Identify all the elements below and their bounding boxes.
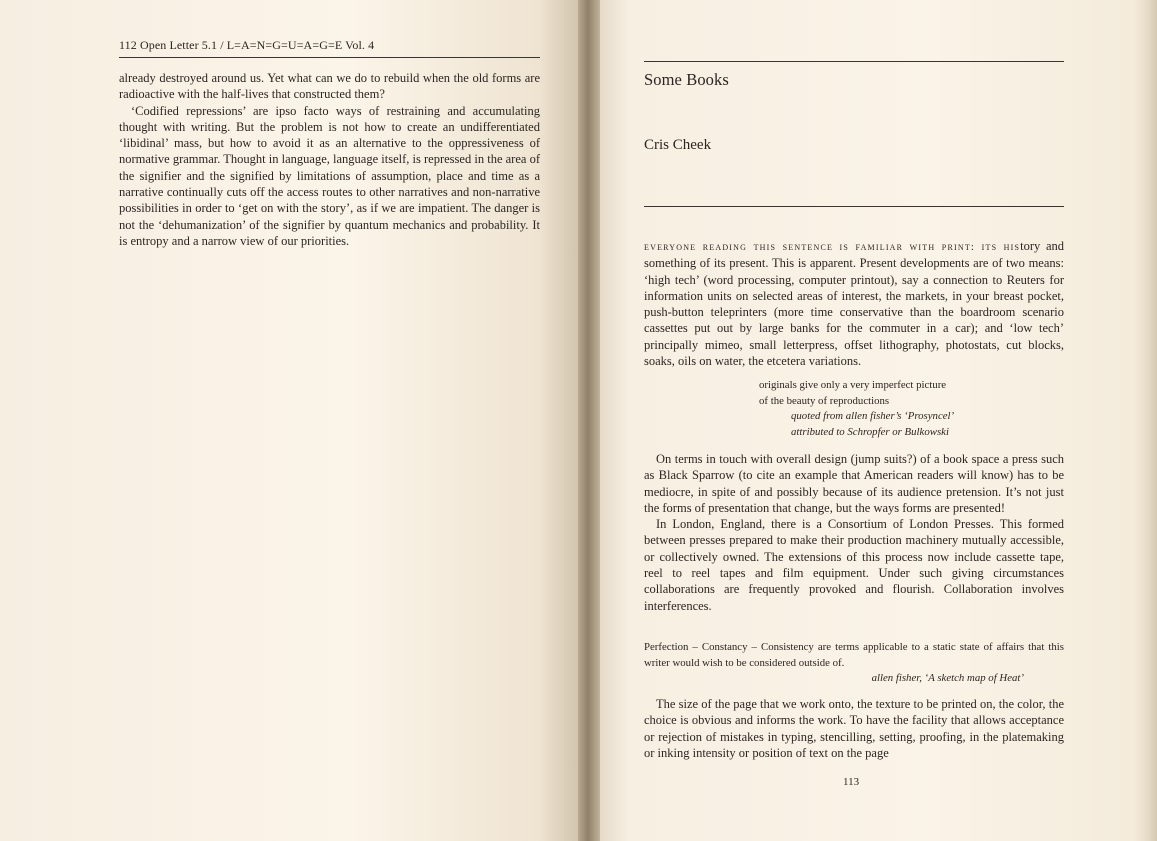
running-head: 112 Open Letter 5.1 / L=A=N=G=U=A=G=E Vol. 4	[119, 38, 375, 52]
epigraph-line-2: of the beauty of reproductions	[759, 394, 890, 407]
epigraph-attribution-1: quoted from allen fisher’s ‘Prosyncel’	[791, 410, 955, 422]
epigraph-line-1: originals give only a very imperfect picture	[759, 379, 947, 391]
left-paragraph-1: already destroyed around us. Yet what can we do to rebuild when the old forms are radioactive with the half-lives that constructed them?	[119, 71, 540, 102]
article-title: Some Books	[644, 70, 729, 89]
page-number: 113	[843, 776, 860, 788]
block-quote-attribution: allen fisher, ‘A sketch map of Heat’	[871, 672, 1024, 684]
paragraph-london: In London, England, there is a Consortium of London Presses. This formed between presses prepared to make their production machinery mutually accessible, or collectively owned. The extensions of this process now include cassette tape, reel to reel tapes and film equipment. Under such giving circumstances collaborations are frequently provoked and flourish. Collaboration involves interferences.	[644, 517, 1064, 613]
block-quote	[644, 640, 1064, 687]
opening-paragraph	[644, 238, 1064, 369]
title-rule-bottom	[644, 206, 1064, 207]
paragraph-design: On terms in touch with overall design (jump suits?) of a book space a press such as Black Sparrow (to cite an example that American readers will know) has to be mediocre, in spite of and possibly because of its audience pretension. It’s not just the forms of presentation that change, but the ways forms are presented!	[644, 452, 1064, 515]
left-body-text	[119, 70, 540, 249]
header-rule	[119, 57, 540, 58]
opening-text: tory and something of its present. This is apparent. Present developments are of two means: ‘high tech’ (word processing, computer printout), say a connection to Reuters for information units on selected areas of interest, the markets, in your breast pocket, push-button teleprinters (more time conservative than the boardroom scenario cassettes put out by large banks for the commuter in a car); and ‘low tech’ principally mimeo, small letterpress, offset lithography, photostats, cut blocks, soaks, oils on water, the etcetera variations.	[644, 239, 1064, 369]
epigraph-attribution-2: attributed to Schropfer or Bulkowski	[791, 425, 949, 438]
title-rule-top	[644, 61, 1064, 62]
opening-smallcaps: everyone reading this sentence is familiar with print: its his	[644, 241, 1021, 253]
book-gutter	[578, 0, 600, 841]
left-paragraph-2: ‘Codified repressions’ are ipso facto ways of restraining and accumulating thought with writing. But the problem is not how to create an undifferentiated ‘libidinal’ mass, but how to avoid it as an alternative to the oppressiveness of normative grammar. Thought in language, language itself, is repressed in the area of the signifier and the signified by limitations of assumption, place and time as a narrative continually cuts off the access routes to other narratives and non-narrative possibilities in order to ‘get on with the story’, as if we are impatient. The danger is not the ‘dehumanization’ of the signifier by quantum mechanics and probability. It is entropy and a narrow view of our priorities.	[119, 103, 540, 248]
page-edge	[1135, 0, 1157, 841]
block-quote-text: Perfection – Constancy – Consistency are terms applicable to a static state of affairs that this writer would wish to be considered outside of.	[644, 641, 1064, 669]
body-paragraphs	[644, 451, 1064, 614]
author-name: Cris Cheek	[644, 137, 712, 153]
paragraph-page: The size of the page that we work onto, the texture to be printed on, the color, the choice is obvious and informs the work. To have the facility that allows acceptance or rejection of mistakes in typing, stencilling, setting, proofing, in the platemaking or inking intensity or position of text on the page	[644, 697, 1064, 760]
epigraph	[759, 378, 1059, 440]
closing-paragraph	[644, 696, 1064, 761]
